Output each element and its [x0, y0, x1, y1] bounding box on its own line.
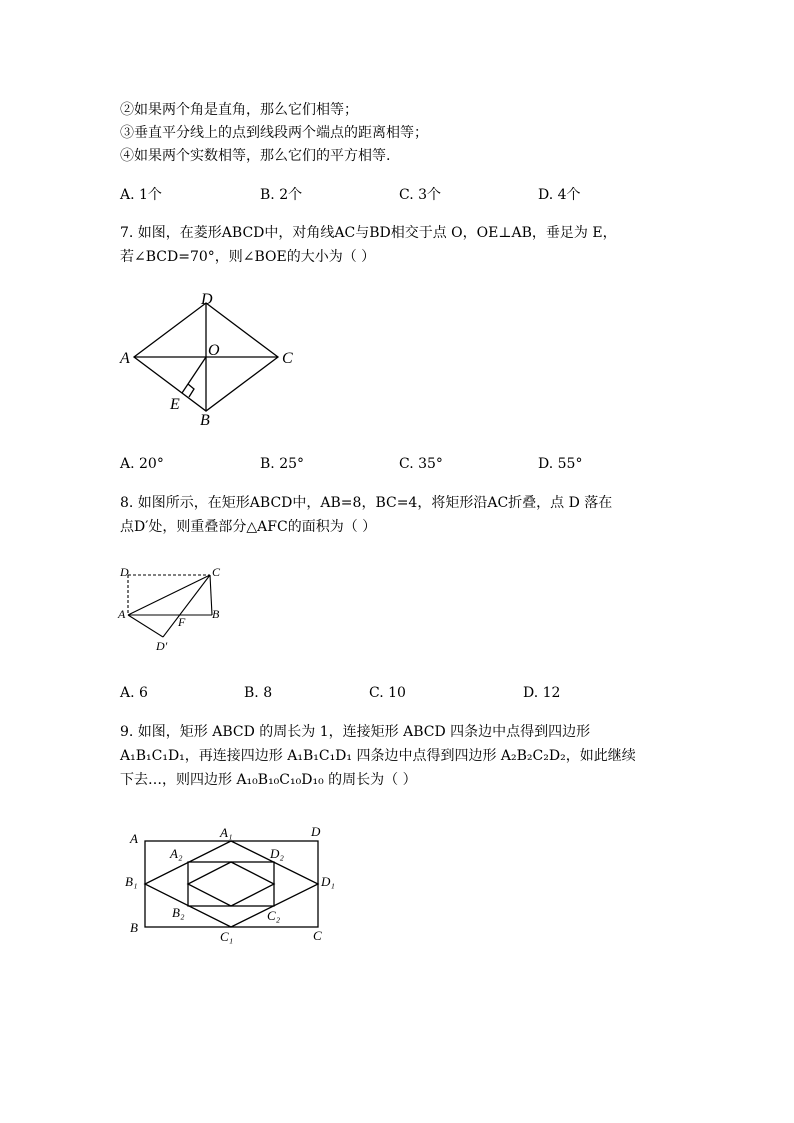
- label-d: D: [201, 291, 213, 308]
- statement-4: ④如果两个实数相等，那么它们的平方相等.: [120, 148, 391, 164]
- q9-nested-quadrilaterals-figure: [120, 820, 350, 950]
- q8-text-line1: 8. 如图所示，在矩形ABCD中，AB=8，BC=4，将矩形沿AC折叠，点 D 落在: [120, 495, 613, 511]
- segment-cd-prime: [163, 575, 210, 637]
- label-a1: A₁: [220, 825, 233, 840]
- quad-a3b3c3d3: [188, 862, 274, 906]
- statement-2: ②如果两个角是直角，那么它们相等；: [120, 102, 358, 118]
- q7-text-line2: 若∠BCD=70°，则∠BOE的大小为（ ）: [120, 249, 376, 265]
- label-c2: C₂: [267, 908, 281, 923]
- q8-rectangle-figure: [110, 560, 240, 655]
- label-c: C: [313, 928, 322, 943]
- label-b: B: [200, 412, 210, 429]
- label-b: B: [212, 607, 220, 621]
- quad-a2b2c2d2: [188, 862, 274, 906]
- q7-text-line1: 7. 如图，在菱形ABCD中，对角线AC与BD相交于点 O，OE⊥AB，垂足为 E，: [120, 225, 617, 241]
- label-d2: D₂: [270, 846, 284, 861]
- q8-choice-a: A. 6: [120, 685, 148, 701]
- q7-choice-d: D. 55°: [538, 456, 583, 472]
- q9-text-line1: 9. 如图，矩形 ABCD 的周长为 1，连接矩形 ABCD 四条边中点得到四边形: [120, 724, 591, 740]
- q8-text-line2: 点D′处，则重叠部分△AFC的面积为（ ）: [120, 519, 377, 535]
- q7-choice-a: A. 20°: [120, 456, 164, 472]
- q7-choice-b: B. 25°: [260, 456, 305, 472]
- label-d1: D₁: [321, 874, 335, 889]
- label-c1: C₁: [220, 929, 234, 944]
- q7-choice-c: C. 35°: [399, 456, 443, 472]
- segment-ac: [128, 575, 210, 615]
- label-d: D: [120, 565, 129, 579]
- label-c: C: [212, 565, 221, 579]
- segment-oe: [182, 357, 206, 393]
- q6-choice-d: D. 4个: [538, 187, 581, 203]
- label-a2: A₂: [170, 846, 183, 861]
- q9-text-line2: A₁B₁C₁D₁，再连接四边形 A₁B₁C₁D₁ 四条边中点得到四边形 A₂B₂C₂D₂，如此继续: [120, 748, 636, 764]
- label-b2: B₂: [172, 905, 185, 920]
- q6-choice-a: A. 1个: [120, 187, 162, 203]
- q8-choice-d: D. 12: [523, 685, 561, 701]
- label-f: F: [178, 615, 186, 629]
- q6-choice-b: B. 2个: [260, 187, 303, 203]
- q8-choice-b: B. 8: [244, 685, 273, 701]
- q6-choice-c: C. 3个: [399, 187, 442, 203]
- statement-3: ③垂直平分线上的点到线段两个端点的距离相等；: [120, 125, 428, 141]
- label-o: O: [208, 342, 220, 359]
- q8-choice-c: C. 10: [369, 685, 406, 701]
- label-a: A: [120, 350, 130, 367]
- segment-ad-prime: [128, 615, 163, 637]
- label-a: A: [130, 831, 138, 846]
- label-e: E: [170, 396, 180, 413]
- label-c: C: [282, 350, 293, 367]
- label-a: A: [118, 607, 126, 621]
- label-d-prime: D′: [156, 639, 168, 653]
- label-b1: B₁: [125, 874, 138, 889]
- label-d: D: [311, 824, 321, 839]
- q9-text-line3: 下去…，则四边形 A₁₀B₁₀C₁₀D₁₀ 的周长为（ ）: [120, 772, 417, 788]
- q7-rhombus-figure: [110, 285, 310, 435]
- right-angle-mark: [188, 384, 194, 397]
- label-b: B: [130, 920, 138, 935]
